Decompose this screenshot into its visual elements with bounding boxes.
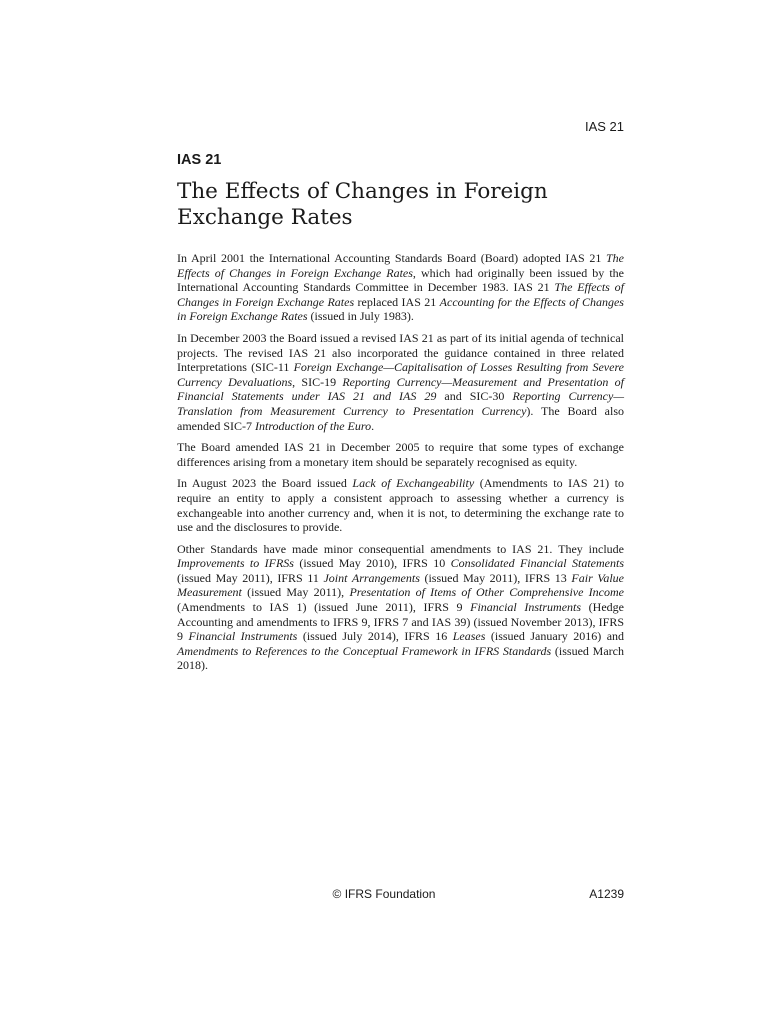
- italic-title-text: Leases: [452, 629, 486, 644]
- italic-title-text: Fair Value Measurement: [177, 570, 625, 600]
- document-title: The Effects of Changes in Foreign Exchange Rates: [177, 179, 548, 230]
- paragraph-text: (issued March 2018).: [177, 643, 624, 673]
- italic-title-text: Financial Instruments: [188, 629, 298, 644]
- body-paragraph: [177, 331, 624, 433]
- body-paragraph: [177, 251, 624, 324]
- paragraph-text: (Hedge Accounting and amendments to IFRS 9, IFRS 7 and IAS 39) (issued November 2013), IFRS 9: [177, 600, 624, 644]
- body-paragraph: [177, 476, 624, 534]
- body-paragraph: [177, 542, 624, 673]
- standard-label: IAS 21: [177, 152, 222, 168]
- body-paragraph: [177, 440, 624, 469]
- paragraph-text: replaced IAS 21: [354, 294, 440, 309]
- paragraph-text: , SIC-19: [292, 374, 343, 389]
- running-head: IAS 21: [584, 119, 624, 134]
- italic-title-text: The Effects of Changes in Foreign Exchange Rates: [177, 251, 624, 280]
- italic-title-text: Lack of Exchangeability: [352, 476, 475, 491]
- paragraph-text: , which had originally been issued by the International Accounting Standards Committee in December 1983. IAS 21: [177, 265, 624, 295]
- paragraph-text: and SIC-30: [436, 389, 513, 404]
- italic-title-text: Presentation of Items of Other Comprehensive Income: [349, 585, 624, 600]
- italic-title-text: Joint Arrangements: [323, 570, 420, 585]
- footer-copyright: © IFRS Foundation: [332, 887, 436, 901]
- paragraph-text: ). The Board also amended SIC-7: [177, 403, 624, 433]
- introduction-text: [177, 251, 624, 680]
- paragraph-text: Other Standards have made minor consequential amendments to IAS 21. They include: [177, 541, 624, 556]
- italic-title-text: The Effects of Changes in Foreign Exchange Rates: [177, 280, 624, 309]
- italic-title-text: Accounting for the Effects of Changes in Foreign Exchange Rates: [177, 294, 624, 324]
- italic-title-text: Consolidated Financial Statements: [450, 556, 625, 571]
- paragraph-text: (issued May 2010), IFRS 10: [293, 556, 451, 571]
- paragraph-text: (issued January 2016) and: [485, 629, 625, 644]
- paragraph-text: (Amendments to IAS 1) (issued June 2011), IFRS 9: [177, 600, 471, 615]
- paragraph-text: In August 2023 the Board issued: [177, 476, 353, 491]
- italic-title-text: Foreign Exchange—Capitalisation of Losses Resulting from Severe Currency Devaluations: [177, 360, 624, 389]
- paragraph-text: (issued July 2014), IFRS 16: [297, 629, 453, 644]
- italic-title-text: Amendments to References to the Conceptual Framework in IFRS Standards: [177, 643, 552, 658]
- paragraph-text: (issued May 2011),: [241, 585, 350, 600]
- paragraph-text: (issued in July 1983).: [307, 309, 414, 324]
- italic-title-text: Reporting Currency—Measurement and Presentation of Financial Statements under IAS 21 and IAS 29: [177, 374, 625, 404]
- paragraph-text: In December 2003 the Board issued a revised IAS 21 as part of its initial agenda of technical projects. The revised IAS 21 also incorporated the guidance contained in three related Interpretations (SIC-11: [177, 330, 624, 375]
- paragraph-text: (Amendments to IAS 21) to require an entity to apply a consistent approach to assessing whether a currency is exchangeable into another currency and, when it is not, to determining the exchange rate to use and the disclosures to provide.: [177, 476, 624, 535]
- paragraph-text: (issued May 2011), IFRS 11: [177, 570, 324, 585]
- italic-title-text: Introduction of the Euro: [254, 418, 372, 433]
- paragraph-text: In April 2001 the International Accounting Standards Board (Board) adopted IAS 21: [177, 251, 606, 265]
- italic-title-text: Improvements to IFRSs: [177, 556, 294, 571]
- italic-title-text: Financial Instruments: [470, 600, 582, 615]
- footer-page-number: A1239: [589, 887, 624, 901]
- paragraph-text: The Board amended IAS 21 in December 2005 to require that some types of exchange differences arising from a monetary item should be separately recognised as equity.: [177, 440, 624, 469]
- paragraph-text: (issued May 2011), IFRS 13: [419, 570, 572, 585]
- paragraph-text: .: [371, 418, 375, 433]
- italic-title-text: Reporting Currency—Translation from Measurement Currency to Presentation Currency: [177, 389, 625, 418]
